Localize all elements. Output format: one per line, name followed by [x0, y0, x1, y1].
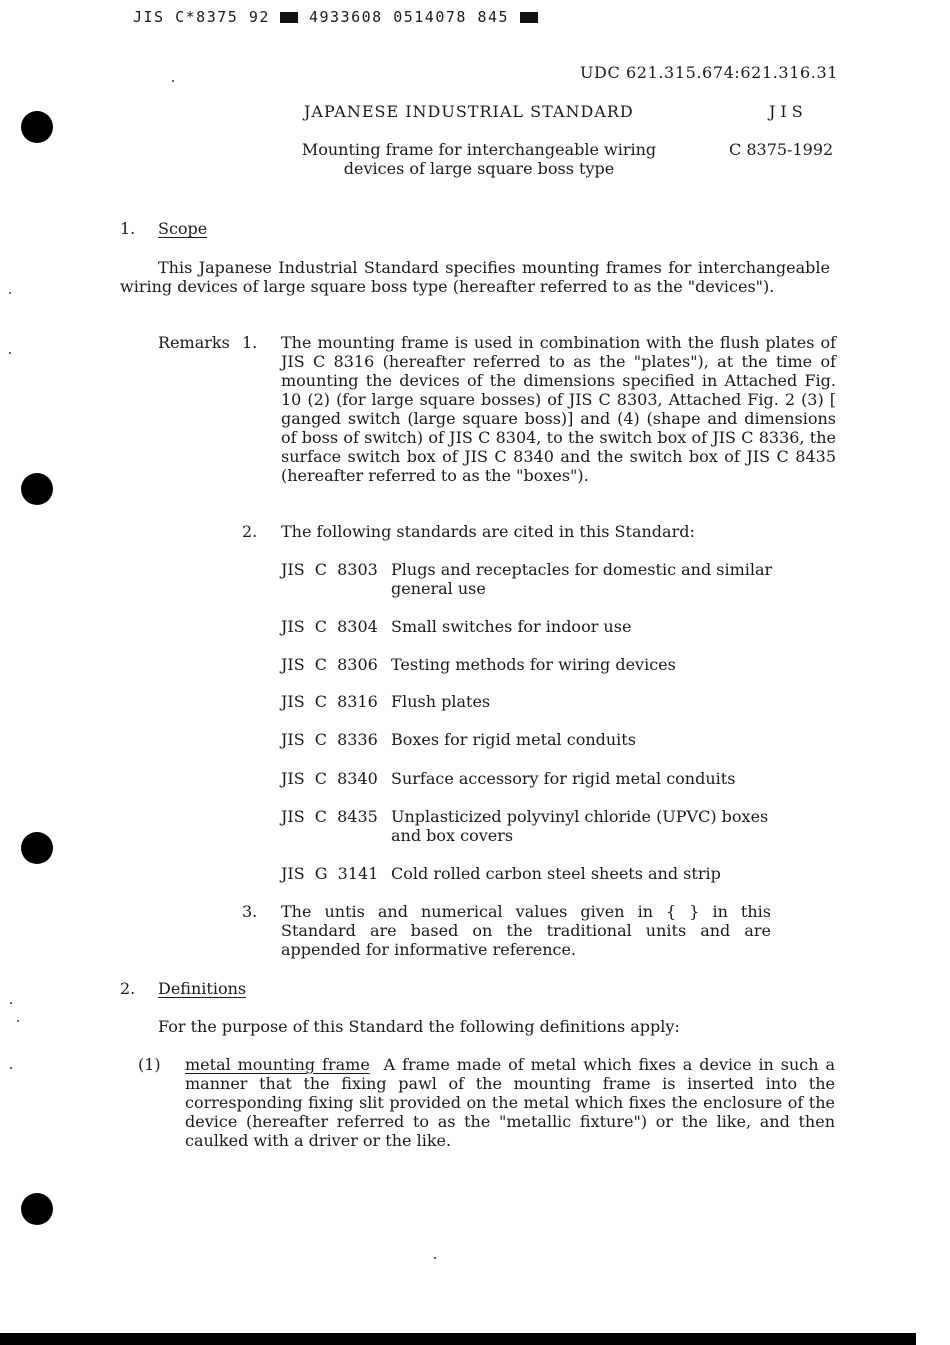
cited-standard-title: Cold rolled carbon steel sheets and strip — [391, 864, 721, 883]
scope-body: This Japanese Industrial Standard specifies mounting frames for interchangeable wiring devices of large square boss type (hereafter referred to as the "devices"). — [120, 258, 830, 296]
remark-number: 2. — [242, 522, 258, 541]
binder-hole — [21, 832, 53, 864]
section-heading-definitions: Definitions — [158, 979, 247, 998]
document-control-code — [133, 8, 538, 27]
cited-standard-title: Plugs and receptacles for domestic and similar general use — [391, 560, 773, 598]
cited-standard-code: JIS C 8306 — [281, 655, 378, 674]
control-code-part-a: JIS C*8375 92 — [133, 8, 270, 26]
binder-hole — [21, 1193, 53, 1225]
cited-standard-code: JIS C 8304 — [281, 617, 378, 636]
remark-text: The following standards are cited in this Standard: — [281, 522, 695, 541]
remark-number: 1. — [242, 333, 258, 352]
cited-standard-code: JIS C 8340 — [281, 769, 378, 788]
standard-code: C 8375-1992 — [729, 140, 834, 159]
scan-speck — [17, 1020, 19, 1022]
scan-speck — [434, 1257, 436, 1259]
section-number: 1. — [120, 219, 136, 238]
cited-standard-title: Surface accessory for rigid metal conduits — [391, 769, 736, 788]
scan-speck — [172, 80, 174, 82]
scan-speck — [9, 352, 11, 354]
scan-speck — [9, 292, 11, 294]
remarks-label: Remarks — [158, 333, 230, 352]
cited-standard-code: JIS G 3141 — [281, 864, 379, 883]
definitions-intro: For the purpose of this Standard the following definitions apply: — [158, 1017, 680, 1036]
definition-number: (1) — [138, 1055, 161, 1074]
document-title: Mounting frame for interchangeable wiring devices of large square boss type — [301, 140, 657, 178]
scope-paragraph — [120, 258, 830, 296]
redaction-block — [520, 12, 538, 23]
udc-number: UDC 621.315.674:621.316.31 — [579, 63, 838, 82]
cited-standard-code: JIS C 8336 — [281, 730, 378, 749]
cited-standard-title: Flush plates — [391, 692, 491, 711]
definition-item — [185, 1055, 835, 1150]
scan-speck — [10, 1067, 12, 1069]
cited-standard-title: Boxes for rigid metal conduits — [391, 730, 636, 749]
cited-standard-code: JIS C 8435 — [281, 807, 378, 826]
cited-standard-code: JIS C 8303 — [281, 560, 378, 579]
jis-mark: JIS — [769, 102, 808, 121]
definition-text: A frame made of metal which fixes a device in such a manner that the fixing pawl of the mounting frame is inserted into the corresponding fixing slit provided on the metal which fixes the enclosure of the device (hereafter referred to as the "metallic fixture") or the like, and then caulked with a driver or the like. — [185, 1055, 836, 1150]
remark-text: The untis and numerical values given in { } in this Standard are based on the traditional units and are appended for informative reference. — [281, 902, 771, 959]
cited-standard-title: Unplasticized polyvinyl chloride (UPVC) boxes and box covers — [391, 807, 769, 845]
scan-speck — [10, 1002, 12, 1004]
remark-text: The mounting frame is used in combination with the flush plates of JIS C 8316 (hereafter referred to as the "plates"), at the time of mounting the devices of the dimensions specified in Attached Fig. 10 (2) (for large square bosses) of JIS C 8303, Attached Fig. 2 (3) [ ganged switch (large square boss)] and (4) (shape and dimensions of boss of switch) of JIS C 8304, to the switch box of JIS C 8336, the surface switch box of JIS C 8340 and the switch box of JIS C 8435 (hereafter referred to as the "boxes"). — [281, 333, 836, 485]
section-heading-scope: Scope — [158, 219, 208, 238]
standard-name: JAPANESE INDUSTRIAL STANDARD — [304, 102, 634, 121]
remark-number: 3. — [242, 902, 258, 921]
section-number: 2. — [120, 979, 136, 998]
definition-term: metal mounting frame — [185, 1055, 370, 1074]
cited-standard-code: JIS C 8316 — [281, 692, 378, 711]
binder-hole — [21, 473, 53, 505]
control-code-part-b: 4933608 0514078 845 — [308, 8, 510, 26]
redaction-block — [280, 12, 298, 23]
binder-hole — [21, 111, 53, 143]
cited-standard-title: Small switches for indoor use — [391, 617, 632, 636]
cited-standard-title: Testing methods for wiring devices — [391, 655, 676, 674]
scan-bottom-edge — [0, 1333, 916, 1345]
